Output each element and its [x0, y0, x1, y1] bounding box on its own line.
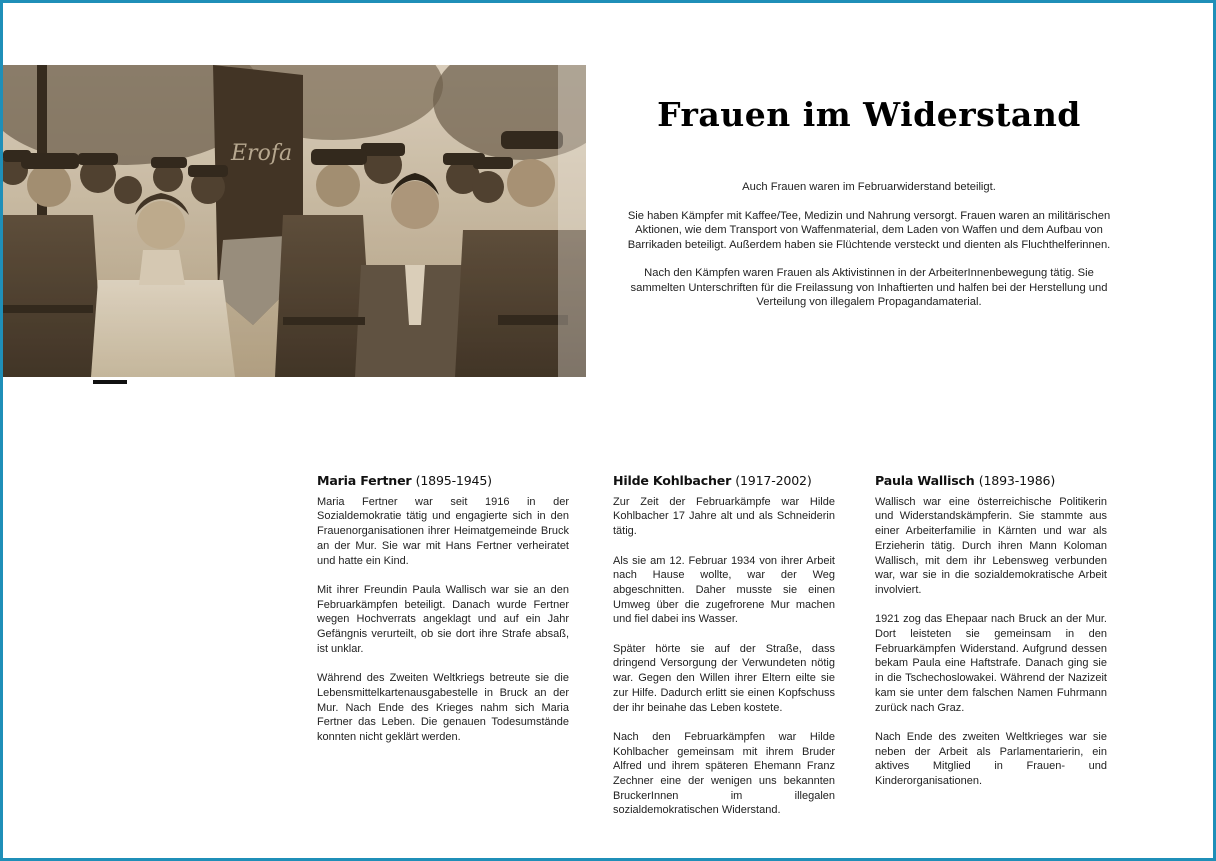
bio-years: (1895-1945) — [415, 473, 492, 488]
bio-name: Paula Wallisch — [875, 473, 975, 488]
bio-paragraph: Nach den Februarkämpfen war Hilde Kohlbacher gemeinsam mit ihrem Bruder Alfred und ihrem späteren Ehemann Franz Zechner eine der wenigen uns bekannten BruckerInnen im illegalen sozialdemokratischen Widerstand. — [613, 730, 835, 817]
intro-text — [617, 180, 1121, 324]
historical-group-photo — [3, 65, 586, 377]
page-title: Frauen im Widerstand — [657, 95, 1081, 134]
bio-paragraph: Nach Ende des zweiten Weltkrieges war sie neben der Arbeit als Parlamentarierin, ein aktives Mitglied in Frauen- und Kinderorganisationen. — [875, 730, 1107, 788]
bio-years: (1917-2002) — [735, 473, 812, 488]
bio-paragraph: Wallisch war eine österreichische Politikerin und Widerstandskämpferin. Sie stammte aus einer Arbeiterfamilie in Kärnten und war als Erzieherin tätig. Durch ihren Mann Koloman Wallisch, mit dem ihr Lebensweg verbunden war, war sie in die sozialdemokratische Arbeit involviert. — [875, 495, 1107, 596]
intro-paragraph: Nach den Kämpfen waren Frauen als Aktivistinnen in der ArbeiterInnenbewegung tätig. Sie sammelten Unterschriften für die Freilassung von Inhaftierten und halfen bei der Herstellung und Verteilung von illegalem Propagandamaterial. — [630, 267, 1108, 309]
bio-name: Hilde Kohlbacher — [613, 473, 732, 488]
bio-paragraph: Während des Zweiten Weltkriegs betreute sie die Lebensmittelkartenausgabestelle in Bruck an der Mur. Nach Ende des Krieges nahm sich Maria Fertner das Leben. Die genauen Todesumstände konnten nicht geklärt werden. — [317, 672, 569, 743]
bio-maria-fertner — [317, 474, 569, 759]
bio-paragraph: Als sie am 12. Februar 1934 von ihrer Arbeit nach Hause wollte, war der Weg abgeschnitten. Daher musste sie einen Umweg über die zugefrorene Mur machen und fiel dabei ins Wasser. — [613, 554, 835, 626]
photo-illustration — [3, 65, 586, 377]
bio-paragraph: 1921 zog das Ehepaar nach Bruck an der Mur. Dort leisteten sie gemeinsam in den Februarkämpfen Widerstand. Aufgrund dessen bekam Paula eine Haftstrafe. Danach ging sie in die Tschechoslowakei. Während der Nazizeit kam sie unter dem falschen Namen Fuhrmann zurück nach Graz. — [875, 613, 1107, 714]
intro-paragraph: Auch Frauen waren im Februarwiderstand beteiligt. — [742, 181, 996, 193]
bio-heading — [875, 474, 1107, 489]
bio-years: (1893-1986) — [978, 473, 1056, 488]
photo-caption-bar — [93, 380, 127, 384]
banner-lettering: Erofa — [231, 141, 293, 166]
bio-paragraph: Mit ihrer Freundin Paula Wallisch war sie an den Februarkämpfen beteiligt. Danach wurde Fertner wegen Hochverrats angeklagt und auf ein Jahr Gefängnis verurteilt, ob sie dort ihre Strafe absaß, ist unklar. — [317, 583, 569, 655]
bio-name: Maria Fertner — [317, 473, 412, 488]
bio-hilde-kohlbacher — [613, 474, 835, 833]
intro-paragraph: Sie haben Kämpfer mit Kaffee/Tee, Medizin und Nahrung versorgt. Frauen waren an militärischen Aktionen, wie dem Transport von Waffenmaterial, dem Laden von Waffen und dem Aufbau von Barrikaden beteiligt. Außerdem haben sie Flüchtende versteckt und dienten als Fluchthelferinnen. — [627, 209, 1111, 251]
bio-paula-wallisch — [875, 474, 1107, 803]
bio-heading — [317, 474, 569, 489]
bio-paragraph: Zur Zeit der Februarkämpfe war Hilde Kohlbacher 17 Jahre alt und als Schneiderin tätig. — [613, 495, 835, 538]
bio-heading — [613, 474, 835, 489]
bio-paragraph: Maria Fertner war seit 1916 in der Sozialdemokratie tätig und engagierte sich in den Frauenorganisationen ihrer Heimatgemeinde Bruck an der Mur. Sie war mit Hans Fertner verheiratet und hatte ein Kind. — [317, 495, 569, 567]
bio-paragraph: Später hörte sie auf der Straße, dass dringend Versorgung der Verwundeten nötig war. Gegen den Willen ihrer Eltern eilte sie zur Hilfe. Dadurch erlitt sie einen Kopfschuss der ihr beinahe das Leben kostete. — [613, 642, 835, 714]
